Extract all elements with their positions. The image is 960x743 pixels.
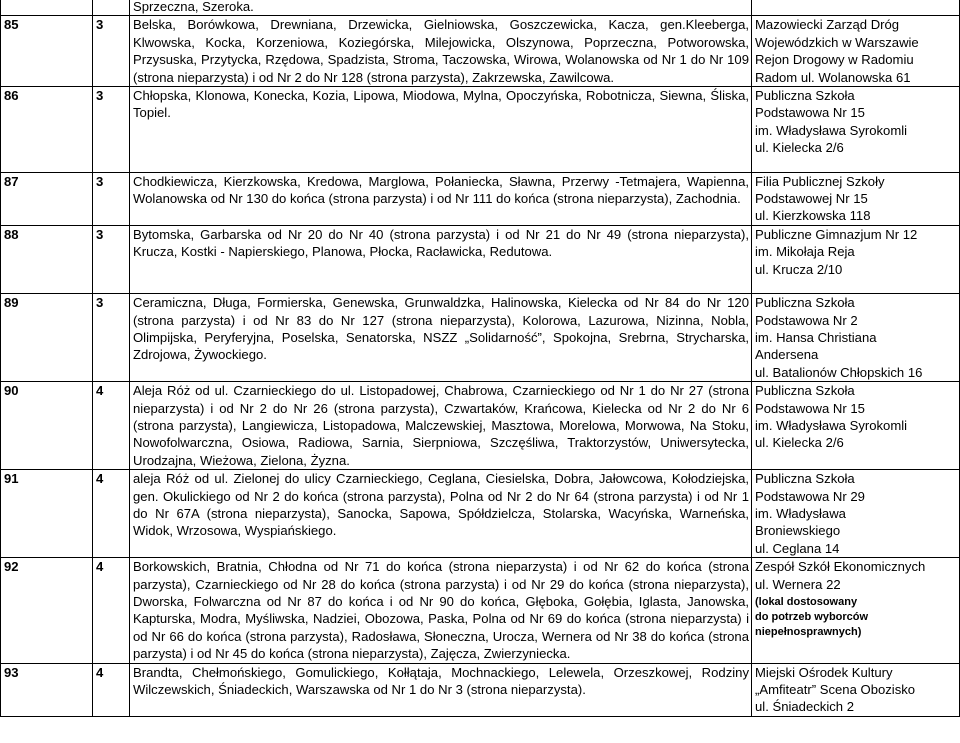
streets-cell: Sprzeczna, Szeroka. [130, 0, 752, 16]
district-number: 89 [1, 294, 93, 382]
institution-line: Andersena [755, 347, 819, 363]
streets-cell: Borkowskich, Bratnia, Chłodna od Nr 71 do końca (strona nieparzysta) i od Nr 62 do końca (strona parzysta), Czarnieckiego od Nr 28 do końca (strona parzysta) i od Nr 29 do końca (strona nieparzysta), Dworska, Folwarczna od Nr 87 do końca i od Nr 90 do końca, Głęboka, Gołębia, Iglasta, Janowska, Kapturska, Modra, Myśliwska, Nadziei, Obozowa, Paska, Polna od Nr 69 do końca (strona nieparzysta) i od Nr 66 do końca (strona parzysta), Radosława, Słoneczna, Urocza, Wernera od Nr 38 do końca (strona parzysta) i od Nr 45 do końca (strona nieparzysta), Zajęcza, Zwierzyniecka. [130, 558, 752, 663]
district-number: 86 [1, 87, 93, 173]
institution-line: Podstawowa Nr 15 [755, 400, 865, 416]
institution-line: ul. Kielecka 2/6 [755, 435, 844, 451]
accessibility-note: do potrzeb wyborców [755, 611, 869, 623]
institution-line: ul. Śniadeckich 2 [755, 699, 854, 715]
institution-cell [752, 382, 960, 470]
institution-line: ul. Wernera 22 [755, 576, 841, 592]
seat-count: 3 [93, 294, 130, 382]
institution-cell [752, 294, 960, 382]
table-row [1, 382, 960, 470]
district-number: 88 [1, 225, 93, 293]
district-number: 93 [1, 663, 93, 716]
district-number: 85 [1, 16, 93, 87]
streets-cell: Bytomska, Garbarska od Nr 20 do Nr 40 (strona parzysta) i od Nr 21 do Nr 49 (strona nieparzysta), Krucza, Kostki - Napierskiego, Planowa, Płocka, Racławicka, Redutowa. [130, 225, 752, 293]
institution-line: Rejon Drogowy w Radomiu [755, 52, 914, 68]
institution-line: Podstawowa Nr 29 [755, 488, 865, 504]
institution-line: Zespół Szkół Ekonomicznych [755, 559, 926, 575]
table-row [1, 558, 960, 663]
district-number [1, 0, 93, 16]
table-row [1, 470, 960, 558]
institution-line: Podstawowa Nr 15 [755, 105, 865, 121]
seat-count: 4 [93, 663, 130, 716]
institution-line: Wojewódzkich w Warszawie [755, 34, 919, 50]
district-number: 90 [1, 382, 93, 470]
institution-cell [752, 87, 960, 173]
table-row [1, 225, 960, 293]
institution-line: Filia Publicznej Szkoły [755, 173, 885, 189]
streets-cell: Aleja Róż od ul. Czarnieckiego do ul. Listopadowej, Chabrowa, Czarnieckiego od Nr 1 do Nr 27 (strona nieparzysta) i od Nr 2 do Nr 26 (strona parzysta), Czwartaków, Krańcowa, Kielecka od Nr 2 do Nr 6 (strona parzysta), Langiewicza, Listopadowa, Malczewskiej, Masztowa, Morelowa, Morwowa, Na Stoku, Nowofolwarczna, Osiowa, Radiowa, Sarnia, Sierpniowa, Szczęśliwa, Traktorzystów, Uniwersytecka, Urodzajna, Wieżowa, Zielona, Żyzna. [130, 382, 752, 470]
seat-count: 3 [93, 16, 130, 87]
streets-cell: Ceramiczna, Długa, Formierska, Genewska, Grunwaldzka, Halinowska, Kielecka od Nr 84 do Nr 120 (strona parzysta) i od Nr 83 do Nr 127 (strona nieparzysta), Kolorowa, Lazurowa, Nizinna, Nobla, Olimpijska, Peryferyjna, Poselska, Senatorska, NSZZ „Solidarność”, Spokojna, Srebrna, Strycharska, Zdrojowa, Żywockiego. [130, 294, 752, 382]
institution-line: Radom ul. Wolanowska 61 [755, 69, 911, 85]
institution-cell [752, 0, 960, 16]
district-number: 91 [1, 470, 93, 558]
streets-cell: aleja Róż od ul. Zielonej do ulicy Czarnieckiego, Ceglana, Ciesielska, Dobra, Jałowcowa, Kołodziejska, gen. Okulickiego od Nr 2 do końca (strona parzysta), Polna od Nr 2 do Nr 64 (strona parzysta) i od Nr 1 do Nr 67A (strona nieparzysta), Sanocka, Sapowa, Spółdzielcza, Stolarska, Wacyńska, Warneńska, Widok, Wrzosowa, Wyspiańskiego. [130, 470, 752, 558]
seat-count: 3 [93, 225, 130, 293]
institution-line: Publiczna Szkoła [755, 471, 855, 487]
streets-cell: Brandta, Chełmońskiego, Gomulickiego, Kołłątaja, Mochnackiego, Lelewela, Orzeszkowej, Rodziny Wilczewskich, Śniadeckich, Warszawska od Nr 1 do Nr 3 (strona nieparzysta). [130, 663, 752, 716]
institution-line: ul. Ceglana 14 [755, 540, 840, 556]
accessibility-note: (lokal dostosowany [755, 596, 858, 608]
table-row [1, 87, 960, 173]
institution-line: im. Mikołaja Reja [755, 244, 855, 260]
institution-cell [752, 225, 960, 293]
streets-cell: Chłopska, Klonowa, Konecka, Kozia, Lipowa, Miodowa, Mylna, Opoczyńska, Robotnicza, Siewna, Śliska, Topiel. [130, 87, 752, 173]
accessibility-note: niepełnosprawnych) [755, 626, 862, 638]
institution-line: im. Władysława Syrokomli [755, 122, 908, 138]
institution-cell [752, 470, 960, 558]
institution-line: ul. Batalionów Chłopskich 16 [755, 364, 923, 380]
table-row [1, 172, 960, 225]
institution-line: Publiczne Gimnazjum Nr 12 [755, 226, 918, 242]
district-number: 92 [1, 558, 93, 663]
table-row [1, 16, 960, 87]
institution-line: Podstawowej Nr 15 [755, 191, 868, 207]
institution-cell [752, 172, 960, 225]
institution-cell [752, 663, 960, 716]
seat-count: 4 [93, 470, 130, 558]
institution-line: Miejski Ośrodek Kultury [755, 664, 893, 680]
streets-cell: Chodkiewicza, Kierzkowska, Kredowa, Marglowa, Połaniecka, Sławna, Przerwy -Tetmajera, Wapienna, Wolanowska od Nr 130 do końca (strona parzysta) i od Nr 111 do końca (strona nieparzysta), Zachodnia. [130, 172, 752, 225]
table-row [1, 663, 960, 716]
seat-count: 3 [93, 87, 130, 173]
institution-line: Mazowiecki Zarząd Dróg [755, 17, 900, 33]
institution-cell [752, 558, 960, 663]
institution-line: ul. Kielecka 2/6 [755, 140, 844, 156]
seat-count: 3 [93, 172, 130, 225]
institution-line: ul. Krucza 2/10 [755, 261, 843, 277]
institution-line: Broniewskiego [755, 523, 841, 539]
seat-count: 4 [93, 558, 130, 663]
institution-line: „Amfiteatr” Scena Obozisko [755, 682, 916, 698]
seat-count: 4 [93, 382, 130, 470]
institution-line: Podstawowa Nr 2 [755, 312, 858, 328]
district-number: 87 [1, 172, 93, 225]
table-row [1, 0, 960, 16]
streets-cell: Belska, Borówkowa, Drewniana, Drzewicka, Gielniowska, Goszczewicka, Kacza, gen.Kleeberga, Klwowska, Kocka, Korzeniowa, Koziegórska, Milejowicka, Olszynowa, Poprzeczna, Potworowska, Przysuska, Przytycka, Rzędowa, Spadzista, Stroma, Taczowska, Wirowa, Wolanowska od Nr 1 do Nr 109 (strona nieparzysta) i od Nr 2 do Nr 128 (strona parzysta), Zakrzewska, Zawilcowa. [130, 16, 752, 87]
institution-line: ul. Kierzkowska 118 [755, 208, 871, 224]
institution-line: im. Władysława Syrokomli [755, 417, 908, 433]
institution-line: Publiczna Szkoła [755, 383, 855, 399]
institution-line: im. Hansa Christiana [755, 329, 877, 345]
institution-cell [752, 16, 960, 87]
table-row [1, 294, 960, 382]
institution-line: Publiczna Szkoła [755, 295, 855, 311]
seat-count [93, 0, 130, 16]
institution-line: Publiczna Szkoła [755, 88, 855, 104]
institution-line: im. Władysława [755, 505, 846, 521]
